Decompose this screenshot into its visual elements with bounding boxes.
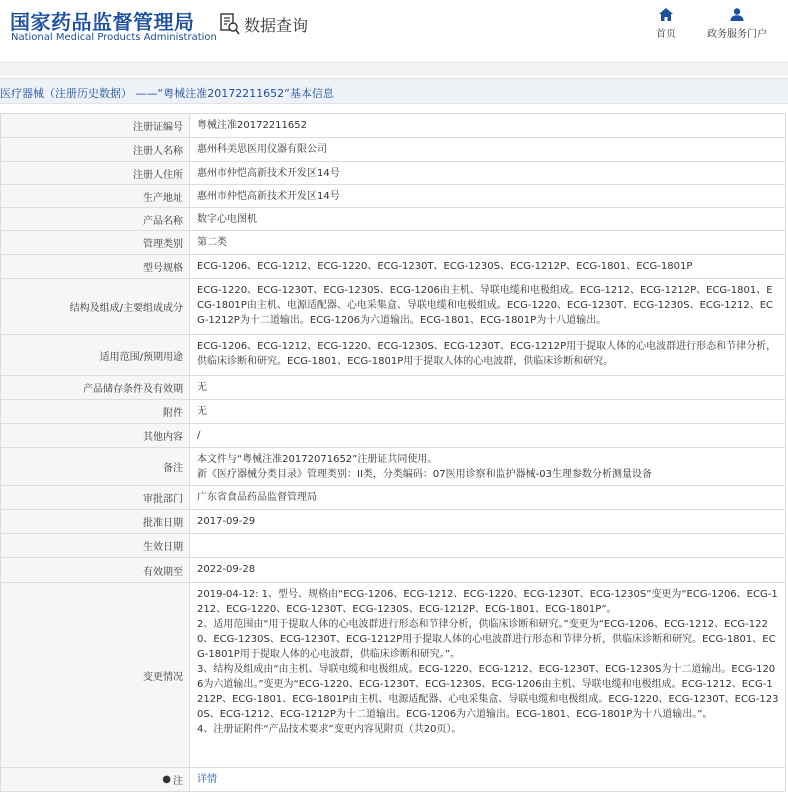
label-valid-until: 有效期至 — [1, 558, 190, 582]
table-row — [1, 162, 786, 185]
value-category: 第二类 — [190, 231, 786, 254]
value-valid-until: 2022-09-28 — [190, 558, 786, 582]
table-row — [1, 424, 786, 448]
table-row — [1, 534, 786, 558]
value-effective-date — [190, 534, 786, 557]
label-effective-date: 生效日期 — [1, 534, 190, 557]
table-row — [1, 486, 786, 510]
value-other: / — [190, 424, 786, 447]
table-row — [1, 335, 786, 376]
table-row — [1, 376, 786, 400]
label-prod-address: 生产地址 — [1, 185, 190, 207]
value-remarks — [190, 448, 786, 485]
label-attachment: 附件 — [1, 400, 190, 423]
logo-title-cn[interactable]: 国家药品监督管理局 — [10, 10, 195, 34]
value-approval-date: 2017-09-29 — [190, 510, 786, 533]
table-row — [1, 400, 786, 424]
table-row — [1, 448, 786, 486]
table-row — [1, 279, 786, 335]
change-line: 2019-04-12: 1、型号、规格由“ECG-1206、ECG-1212、ECG-1220、ECG-1230T、ECG-1230S”变更为“ECG-1206、ECG-1212、ECG-1220、ECG-1230T、ECG-1230S、ECG-1212P、ECG-1801、ECG-1801P”。 — [197, 589, 778, 615]
detail-table — [0, 113, 786, 792]
note-bullet-icon: ● — [162, 774, 171, 785]
value-approval-dept: 广东省食品药品监督管理局 — [190, 486, 786, 509]
home-icon — [659, 8, 673, 21]
label-registrant: 注册人名称 — [1, 138, 190, 161]
change-line: 2、适用范围由“用于提取人体的心电波群进行形态和节律分析，供临床诊断和研究。”变更为“ECG-1206、ECG-1212、ECG-1220、ECG-1230S、ECG-1230T、ECG-1212P用于提取人体的心电波群进行形态和节律分析，供临床诊断和研究。ECG-1801、ECG-1801P用于提取人体的心电波群，供临床诊断和研究。”。 — [197, 619, 776, 660]
table-row — [1, 185, 786, 208]
value-registrant: 惠州科美思医用仪器有限公司 — [190, 138, 786, 161]
label-note — [1, 768, 190, 791]
nav-home-label: 首页 — [656, 29, 676, 40]
label-approval-dept: 审批部门 — [1, 486, 190, 509]
remarks-line-2: 新《医疗器械分类目录》管理类别：II类，分类编码：07医用诊察和监护器械-03生理参数分析测量设备 — [197, 469, 652, 480]
value-storage: 无 — [190, 376, 786, 399]
value-reg-address: 惠州市仲恺高新技术开发区14号 — [190, 162, 786, 184]
label-remarks: 备注 — [1, 448, 190, 485]
header-divider — [0, 62, 788, 76]
value-prod-address: 惠州市仲恺高新技术开发区14号 — [190, 185, 786, 207]
value-reg-no: 粤械注准20172211652 — [190, 114, 786, 137]
value-note — [190, 768, 786, 791]
change-line: 3、结构及组成由“由主机、导联电缆和电极组成。ECG-1220、ECG-1212、ECG-1230T、ECG-1230S为十二道输出。ECG-1206为六道输出。”变更为“ECG-1220、ECG-1230T、ECG-1230S、ECG-1206由主机、导联电缆和电极组成。ECG-1212、ECG-1212P、ECG-1801、ECG-1801P由主机、电源适配器、心电采集盒、导联电缆和电极组成。ECG-1220、ECG-1230T、ECG-1230S、ECG-1212、ECG-1212P为十二道输出。ECG-1206为六道输出。ECG-1801、ECG-1801P为十八道输出。”。 — [197, 664, 779, 720]
breadcrumb-bar — [0, 78, 788, 104]
site-header — [0, 0, 788, 62]
label-approval-date: 批准日期 — [1, 510, 190, 533]
label-models: 型号规格 — [1, 255, 190, 278]
label-changes: 变更情况 — [1, 583, 190, 767]
label-other: 其他内容 — [1, 424, 190, 447]
table-row — [1, 208, 786, 231]
value-product-name: 数字心电图机 — [190, 208, 786, 230]
user-icon — [730, 8, 744, 21]
label-scope: 适用范围/预期用途 — [1, 335, 190, 375]
value-attachment: 无 — [190, 400, 786, 423]
remarks-line-1: 本文件与“粤械注准20172071652”注册证共同使用。 — [197, 454, 438, 465]
table-row — [1, 558, 786, 583]
table-row — [1, 255, 786, 279]
value-scope: ECG-1206、ECG-1212、ECG-1220、ECG-1230S、ECG-1230T、ECG-1212P用于提取人体的心电波群进行形态和节律分析，供临床诊断和研究。ECG-1801、ECG-1801P用于提取人体的心电波群，供临床诊断和研究。 — [190, 335, 786, 375]
table-row — [1, 583, 786, 768]
value-changes — [190, 583, 786, 767]
label-structure: 结构及组成/主要组成成分 — [1, 279, 190, 334]
data-query-title — [220, 12, 308, 36]
data-query-label: 数据查询 — [244, 15, 309, 35]
table-row — [1, 510, 786, 534]
label-product-name: 产品名称 — [1, 208, 190, 230]
value-structure: ECG-1220、ECG-1230T、ECG-1230S、ECG-1206由主机、导联电缆和电极组成。ECG-1212、ECG-1212P、ECG-1801、ECG-1801P由主机、电源适配器、心电采集盒、导联电缆和电极组成。ECG-1220、ECG-1230T、ECG-1230S、ECG-1212、ECG-1212P为十二道输出。ECG-1206为六道输出。ECG-1801、ECG-1801P为十八道输出。 — [190, 279, 786, 334]
details-link[interactable]: 详情 — [197, 774, 217, 785]
nav-home[interactable] — [652, 8, 680, 40]
change-line: 4、注册证附件“产品技术要求”变更内容见附页（共20页）。 — [197, 724, 462, 735]
label-category: 管理类别 — [1, 231, 190, 254]
label-reg-address: 注册人住所 — [1, 162, 190, 184]
value-models: ECG-1206、ECG-1212、ECG-1220、ECG-1230T、ECG-1230S、ECG-1212P、ECG-1801、ECG-1801P — [190, 255, 786, 278]
nav-affairs-label: 政务服务门户 — [707, 29, 767, 40]
label-reg-no: 注册证编号 — [1, 114, 190, 137]
table-row — [1, 114, 786, 138]
table-row — [1, 138, 786, 162]
table-row — [1, 768, 786, 792]
breadcrumb: 医疗器械（注册历史数据） ——“粤械注准20172211652”基本信息 — [0, 87, 334, 100]
nav-affairs-portal[interactable] — [702, 8, 772, 40]
logo-title-en[interactable]: National Medical Products Administration — [11, 32, 217, 43]
document-search-icon — [220, 13, 240, 35]
label-storage: 产品储存条件及有效期 — [1, 376, 190, 399]
table-row — [1, 231, 786, 255]
label-note-text: 注 — [173, 776, 183, 787]
